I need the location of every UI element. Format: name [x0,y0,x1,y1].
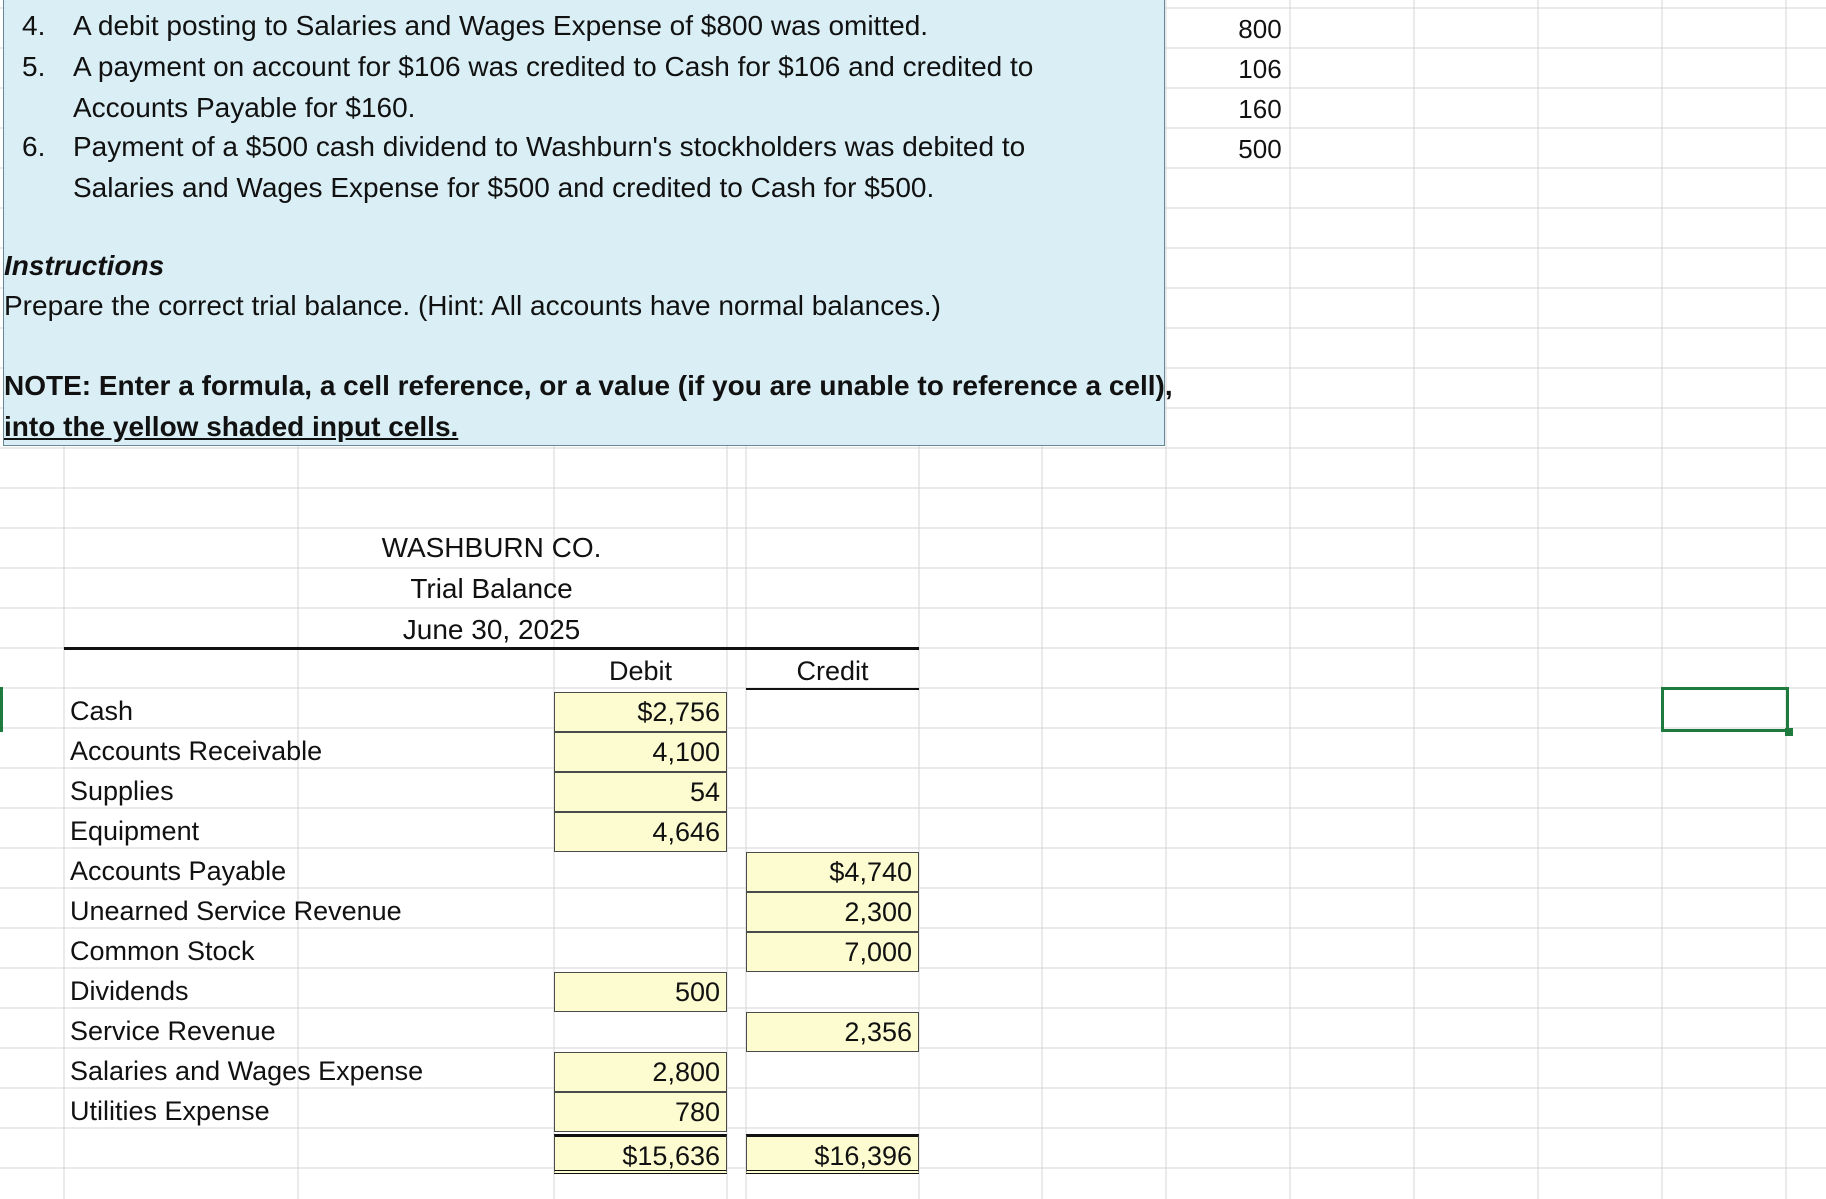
item-number-6: 6. [22,131,46,162]
item-6-text-line2: Salaries and Wages Expense for $500 and credited to Cash for $500. [73,172,935,203]
side-value-160[interactable]: 160 [1238,94,1282,124]
account-name[interactable]: Dividends [70,976,189,1006]
item-5-text-line2: Accounts Payable for $160. [73,92,416,123]
instructions-heading: Instructions [4,250,165,281]
item-5-text-line1: A payment on account for $106 was credited to Cash for $106 and credited to [73,51,1034,82]
statement-title: Trial Balance [410,573,573,604]
debit-input-cell[interactable]: 4,646 [554,812,727,852]
statement-date: June 30, 2025 [402,614,581,645]
total-debit-cell[interactable]: $15,636 [554,1134,727,1174]
account-name[interactable]: Cash [70,696,134,726]
fill-handle[interactable] [1785,728,1793,736]
account-name[interactable]: Utilities Expense [70,1096,270,1126]
row-header-indicator [0,687,3,732]
active-cell-selection[interactable] [1661,687,1789,732]
debit-header: Debit [608,656,673,686]
account-name[interactable]: Service Revenue [70,1016,276,1046]
note-line-2: into the yellow shaded input cells. [4,411,459,442]
credit-header: Credit [796,656,869,686]
credit-input-cell[interactable]: 7,000 [746,932,919,972]
credit-header-underline [746,688,919,690]
account-name[interactable]: Common Stock [70,936,255,966]
item-number-5: 5. [22,51,46,82]
account-name[interactable]: Salaries and Wages Expense [70,1056,424,1086]
instructions-panel [3,0,1173,446]
item-6-text-line1: Payment of a $500 cash dividend to Washburn's stockholders was debited to [73,131,1026,162]
heading-underline [64,647,919,650]
debit-input-cell[interactable]: 54 [554,772,727,812]
credit-input-cell[interactable]: 2,300 [746,892,919,932]
item-number-4: 4. [22,10,46,41]
item-4-text: A debit posting to Salaries and Wages Expense of $800 was omitted. [73,10,929,41]
side-value-106[interactable]: 106 [1238,54,1282,84]
debit-input-cell[interactable]: 780 [554,1092,727,1132]
company-name: WASHBURN CO. [381,532,602,563]
credit-input-cell[interactable]: 2,356 [746,1012,919,1052]
credit-input-cell[interactable]: $4,740 [746,852,919,892]
debit-input-cell[interactable]: 2,800 [554,1052,727,1092]
debit-input-cell[interactable]: 4,100 [554,732,727,772]
account-name[interactable]: Unearned Service Revenue [70,896,402,926]
debit-input-cell[interactable]: 500 [554,972,727,1012]
debit-input-cell[interactable]: $2,756 [554,692,727,732]
account-name[interactable]: Supplies [70,776,174,806]
note-line-1: NOTE: Enter a formula, a cell reference, or a value (if you are unable to reference a cell), [4,370,1173,401]
account-name[interactable]: Equipment [70,816,200,846]
instructions-text: Prepare the correct trial balance. (Hint: All accounts have normal balances.) [4,290,941,321]
total-credit-cell[interactable]: $16,396 [746,1134,919,1174]
account-name[interactable]: Accounts Receivable [70,736,323,766]
side-value-800[interactable]: 800 [1238,14,1282,44]
side-value-500[interactable]: 500 [1238,134,1282,164]
account-name[interactable]: Accounts Payable [70,856,287,886]
